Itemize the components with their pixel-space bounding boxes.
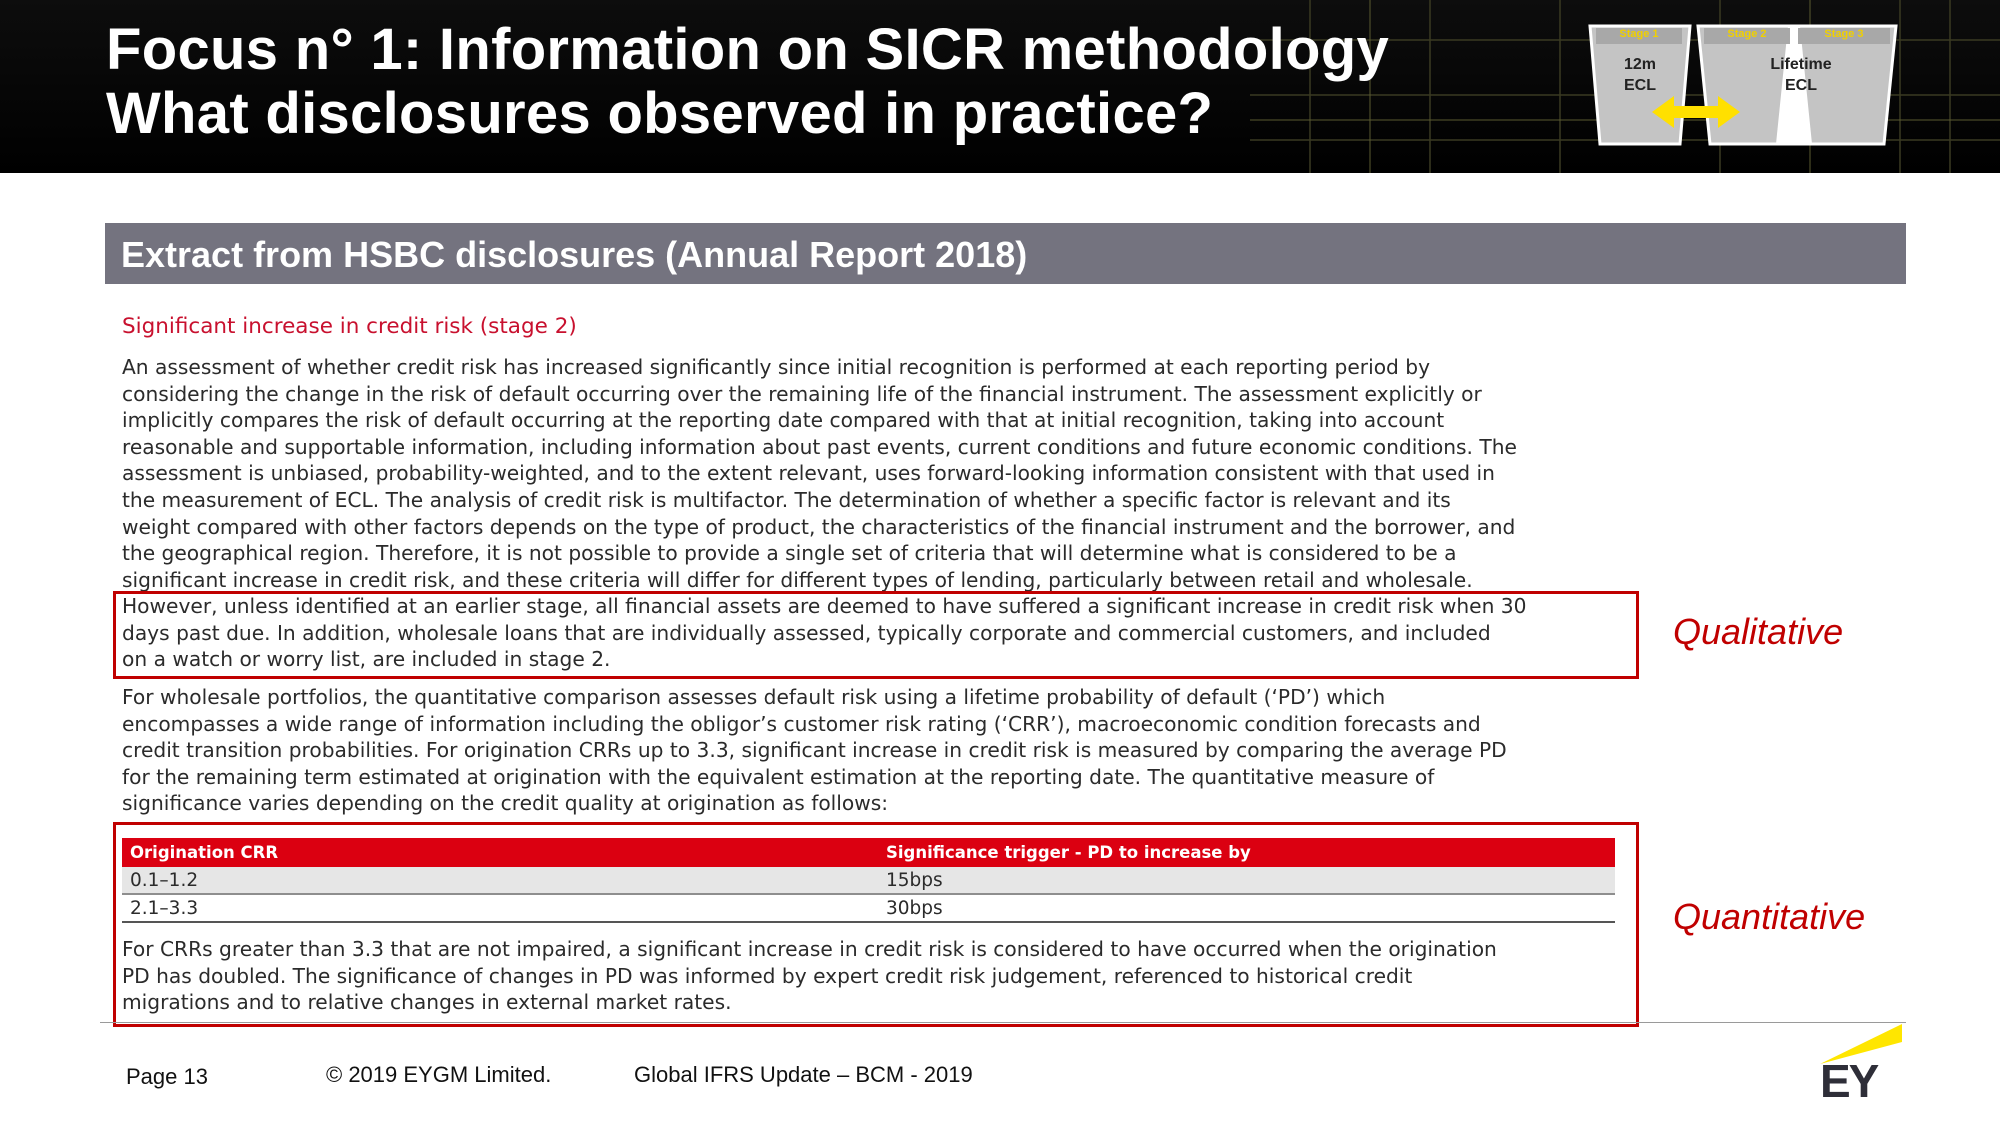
stage-buckets-diagram <box>1588 18 1898 148</box>
qualitative-label: Qualitative <box>1673 611 1844 652</box>
text-line: assessment is unbiased, probability-weighted, and to the extent relevant, uses forward-looking information consistent with that used in <box>122 461 1495 486</box>
paragraph-wholesale <box>122 684 1507 817</box>
cell-crr: 0.1–1.2 <box>130 870 199 891</box>
quantitative-highlight-box <box>113 822 1639 1027</box>
bucket-lifetime-line2: ECL <box>1785 77 1817 94</box>
text-line: the measurement of ECL. The analysis of credit risk is multifactor. The determination of whether a specific factor is relevant and its <box>122 487 1451 512</box>
section-title-bar <box>105 223 1906 284</box>
stage2-tag: Stage 2 <box>1727 28 1767 40</box>
header-banner <box>0 0 2000 173</box>
col-header-significance-trigger: Significance trigger - PD to increase by <box>886 843 1251 862</box>
title-line-1: Focus n° 1: Information on SICR methodology <box>106 17 1390 82</box>
paragraph-assessment <box>122 354 1517 593</box>
copyright-text: © 2019 EYGM Limited. <box>326 1062 552 1087</box>
page-number: Page 13 <box>126 1064 208 1089</box>
text-line: An assessment of whether credit risk has increased significantly since initial recognition is performed at each reporting period by <box>122 355 1431 379</box>
stage3-tag: Stage 3 <box>1824 28 1864 40</box>
text-line: considering the change in the risk of default occurring over the remaining life of the financial instrument. The assessment explicitly or <box>122 381 1482 406</box>
event-title: Global IFRS Update – BCM - 2019 <box>634 1062 973 1087</box>
quantitative-label: Quantitative <box>1673 896 1866 937</box>
text-line: implicitly compares the risk of default occurring at the reporting date compared with that at initial recognition, taking into account <box>122 408 1445 433</box>
text-line: PD has doubled. The significance of changes in PD was informed by expert credit risk judgement, referenced to historical credit <box>122 963 1413 988</box>
bucket-lifetime-label <box>1746 54 1856 96</box>
text-line: credit transition probabilities. For origination CRRs up to 3.3, significant increase in credit risk is measured by comparing the average PD <box>122 738 1507 763</box>
cell-crr: 2.1–3.3 <box>130 898 199 919</box>
text-line: significance varies depending on the credit quality at origination as follows: <box>122 791 889 816</box>
section-title: Extract from HSBC disclosures (Annual Report 2018) <box>121 234 1028 275</box>
text-line: significant increase in credit risk, and these criteria will differ for different types of lending, particularly between retail and wholesale. <box>122 567 1473 592</box>
text-line: for the remaining term estimated at origination with the equivalent estimation at the reporting date. The quantitative measure of <box>122 764 1435 789</box>
ey-logo-text: EY <box>1820 1055 1878 1107</box>
bucket-12m-line1: 12m <box>1623 56 1657 73</box>
text-line: on a watch or worry list, are included in stage 2. <box>122 647 611 672</box>
cell-trigger: 15bps <box>886 870 943 891</box>
qualitative-highlight-box <box>113 591 1639 679</box>
page-title <box>106 18 1389 146</box>
title-line-2: What disclosures observed in practice? <box>106 81 1214 146</box>
col-header-origination-crr: Origination CRR <box>130 843 279 862</box>
cell-trigger: 30bps <box>886 898 943 919</box>
text-line: reasonable and supportable information, including information about past events, current conditions and future economic conditions. The <box>122 434 1517 459</box>
stage1-tag: Stage 1 <box>1619 28 1659 40</box>
text-line: For wholesale portfolios, the quantitative comparison assesses default risk using a lifetime probability of default (‘PD’) which <box>122 685 1386 709</box>
bucket-12m-line2: ECL <box>1624 77 1656 94</box>
extract-heading: Significant increase in credit risk (stage 2) <box>122 314 577 339</box>
bucket-lifetime-line1: Lifetime <box>1770 56 1832 73</box>
text-line: weight compared with other factors depends on the type of product, the characteristics of the financial instrument and the borrower, and <box>122 514 1516 539</box>
text-line: However, unless identified at an earlier stage, all financial assets are deemed to have suffered a significant increase in credit risk when 30 <box>122 594 1527 618</box>
ey-logo <box>1816 1020 1906 1106</box>
footer-divider <box>100 1022 1906 1023</box>
text-line: days past due. In addition, wholesale loans that are individually assessed, typically corporate and commercial customers, and included <box>122 620 1491 645</box>
text-line: the geographical region. Therefore, it is not possible to provide a single set of criteria that will determine what is considered to be a <box>122 541 1457 566</box>
text-line: For CRRs greater than 3.3 that are not impaired, a significant increase in credit risk is considered to have occurred when the origination <box>122 937 1497 961</box>
bucket-12m-label <box>1600 54 1680 96</box>
text-line: encompasses a wide range of information including the obligor’s customer risk rating (‘CRR’), macroeconomic condition forecasts and <box>122 711 1481 736</box>
text-line: migrations and to relative changes in external market rates. <box>122 990 732 1015</box>
